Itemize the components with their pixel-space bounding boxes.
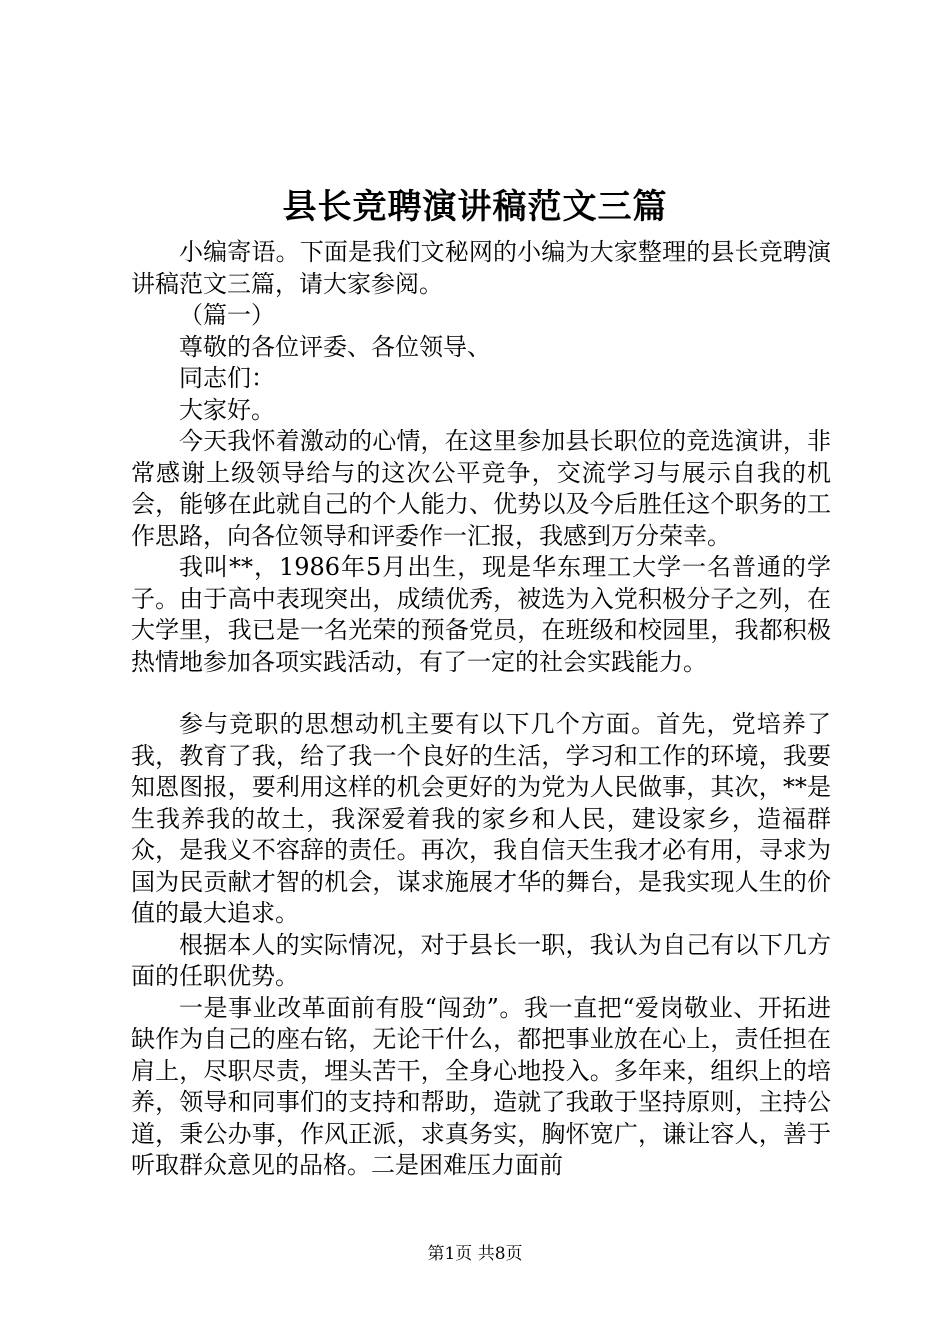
paragraph-self-introduction: 我叫**，1986年5月出生，现是华东理工大学一名普通的学子。由于高中表现突出，成绩优秀，被选为入党积极分子之列，在大学里，我已是一名光荣的预备党员，在班级和校园里，我都积极热情地参加各项实践活动，有了一定的社会实践能力。 <box>131 553 831 676</box>
paragraph-advantage-one: 一是事业改革面前有股“闯劲”。我一直把“爱岗敬业、开拓进缺作为自己的座右铭，无论干什么，都把事业放在心上，责任担在肩上，尽职尽责，埋头苦干，全身心地投入。多年来，组织上的培养，领导和同事们的支持和帮助，造就了我敢于坚持原则，主持公道，秉公办事，作风正派，求真务实，胸怀宽广，谦让容人，善于听取群众意见的品格。二是困难压力面前 <box>131 993 831 1179</box>
paragraph-salutation-comrades: 同志们： <box>179 364 275 392</box>
document-body <box>131 237 831 1182</box>
paragraph-motivation: 参与竞职的思想动机主要有以下几个方面。首先，党培养了我，教育了我，给了我一个良好的生活，学习和工作的环境，我要知恩图报，要利用这样的机会更好的为党为人民做事，其次，**是生我养我的故土，我深爱着我的家乡和人民，建设家乡，造福群众，是我义不容辞的责任。再次，我自信天生我才必有用，寻求为国为民贡献才智的机会，谋求施展才华的舞台，是我实现人生的价值的最大追求。 <box>131 710 831 927</box>
paragraph-salutation: 尊敬的各位评委、各位领导、 <box>179 332 491 361</box>
paragraph-advantages-intro: 根据本人的实际情况，对于县长一职，我认为自己有以下几方面的任职优势。 <box>131 930 831 990</box>
paragraph-greeting: 大家好。 <box>179 395 275 424</box>
document-title: 县长竞聘演讲稿范文三篇 <box>282 187 668 227</box>
paragraph-section-label: （篇一） <box>179 301 275 329</box>
paragraph-opening: 今天我怀着激动的心情，在这里参加县长职位的竞选演讲，非常感谢上级领导给与的这次公平竞争，交流学习与展示自我的机会，能够在此就自己的个人能力、优势以及今后胜任这个职务的工作思路，向各位领导和评委作一汇报，我感到万分荣幸。 <box>131 427 831 550</box>
paragraph-intro: 小编寄语。下面是我们文秘网的小编为大家整理的县长竞聘演讲稿范文三篇，请大家参阅。 <box>131 238 831 298</box>
page-footer: 第1页 共8页 <box>427 1244 523 1264</box>
